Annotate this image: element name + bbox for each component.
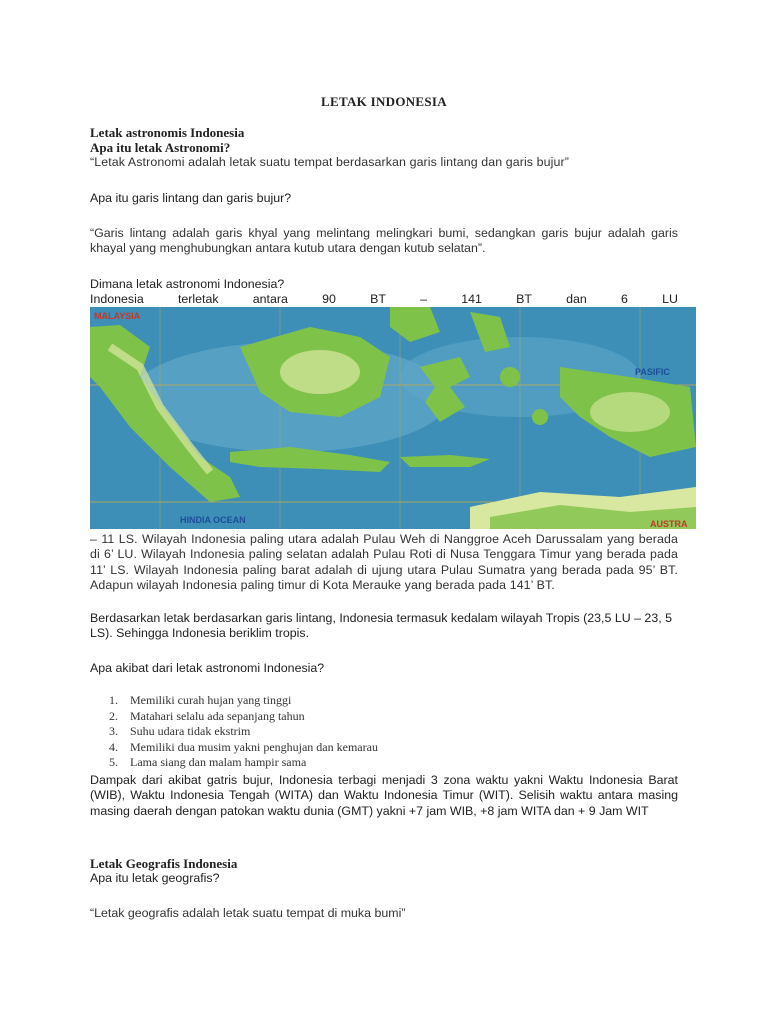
spread-word: antara	[252, 292, 288, 306]
spread-word: –	[420, 292, 428, 306]
answer-astronomi: “Letak Astronomi adalah letak suatu tempat berdasarkan garis lintang dan garis bujur”	[90, 155, 569, 169]
spread-word: 90	[322, 292, 336, 306]
spread-word: BT	[516, 292, 532, 306]
list-item: 2. Matahari selalu ada sepanjang tahun	[109, 708, 305, 723]
question-akibat: Apa akibat dari letak astronomi Indonesia?	[90, 661, 325, 675]
indonesia-map-image	[90, 307, 696, 529]
map-label: AUSTRA	[650, 519, 688, 529]
answer-geografis: “Letak geografis adalah letak suatu tempat di muka bumi”	[90, 906, 406, 920]
map-label: PASIFIC	[635, 367, 670, 377]
map-label: MALAYSIA	[94, 311, 141, 321]
list-item: 4. Memiliki dua musim yakni penghujan dan kemarau	[109, 739, 378, 754]
question-geografis: Apa itu letak geografis?	[90, 871, 220, 885]
answer-garis: “Garis lintang adalah garis khyal yang melintang melingkari bumi, sedangkan garis bujur adalah garis khayal yang menghubungkan antara kutub utara dengan kutub selatan”.	[90, 226, 678, 256]
section-heading-astronomis: Letak astronomis Indonesia	[90, 125, 245, 140]
question-astronomi: Apa itu letak Astronomi?	[90, 140, 231, 155]
document-title: LETAK INDONESIA	[321, 94, 447, 109]
spread-word: terletak	[177, 292, 219, 306]
paragraph-zona-waktu: Dampak dari akibat gatris bujur, Indonesia terbagi menjadi 3 zona waktu yakni Waktu Indonesia Barat (WIB), Waktu Indonesia Tengah (WITA) dan Waktu Indonesia Timur (WIT). Selisih waktu antara masing masing daerah dengan patokan waktu dunia (GMT) yakni +7 jam WIB, +8 jam WITA dan + 9 Jam WIT	[90, 773, 678, 818]
list-item: 5. Lama siang dan malam hampir sama	[109, 755, 307, 769]
map-label: HINDIA OCEAN	[180, 515, 246, 525]
list-item: 3. Suhu udara tidak ekstrim	[109, 724, 251, 738]
spread-line	[90, 292, 678, 307]
paragraph-garis-lintang: Berdasarkan letak berdasarkan garis lintang, Indonesia termasuk kedalam wilayah Tropis (23,5 LU – 23, 5 LS). Sehingga Indonesia beriklim tropis.	[90, 611, 672, 641]
akibat-list	[90, 693, 678, 771]
section-heading-geografis: Letak Geografis Indonesia	[90, 856, 238, 871]
spread-word: BT	[370, 292, 386, 306]
spread-word: Indonesia	[90, 292, 144, 306]
list-item: 1. Memiliki curah hujan yang tinggi	[109, 693, 292, 707]
question-garis: Apa itu garis lintang dan garis bujur?	[90, 191, 292, 205]
spread-word: 141	[461, 292, 482, 306]
question-letak-indonesia: Dimana letak astronomi Indonesia?	[90, 277, 285, 291]
spread-word: LU	[662, 292, 678, 306]
spread-word: 6	[620, 292, 628, 306]
paragraph-batas-wilayah: – 11 LS. Wilayah Indonesia paling utara adalah Pulau Weh di Nanggroe Aceh Darussalam yang berada di 6’ LU. Wilayah Indonesia paling selatan adalah Pulau Roti di Nusa Tenggara Timur yang berada pada 11’ LS. Wilayah Indonesia paling barat adalah di ujung utara Pulau Sumatra yang berada pada 95’ BT. Adapun wilayah Indonesia paling timur di Kota Merauke yang berada pada 141’ BT.	[90, 532, 678, 593]
spread-word: dan	[566, 292, 587, 306]
